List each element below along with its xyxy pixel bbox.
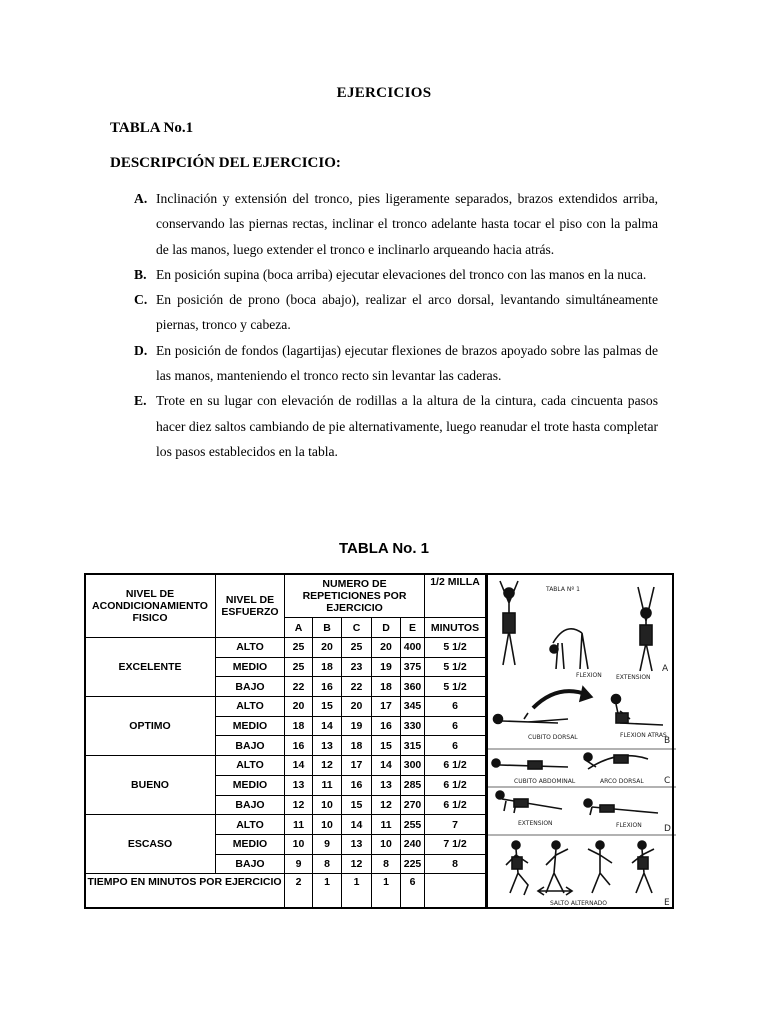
panel-c-letter: C: [664, 776, 671, 786]
repetition-cell-d: 10: [372, 834, 401, 854]
repetition-cell-e: 270: [401, 795, 425, 815]
header-nivel-acondicionamiento: NIVEL DE ACONDICIONAMIENTO FISICO: [85, 574, 216, 638]
repetition-cell-b: 20: [313, 638, 342, 658]
panel-b-caption-2: FLEXION ATRAS: [620, 732, 667, 739]
minutes-cell: 6: [425, 736, 486, 756]
repetition-cell-a: 13: [285, 775, 313, 795]
effort-level-cell: MEDIO: [216, 657, 285, 677]
repetition-cell-c: 14: [342, 815, 372, 835]
repetition-cell-a: 12: [285, 795, 313, 815]
header-col-d: D: [372, 618, 401, 638]
repetition-cell-e: 400: [401, 638, 425, 658]
effort-level-cell: BAJO: [216, 854, 285, 874]
panel-a-header: TABLA Nº 1: [546, 586, 580, 593]
header-media-milla: 1/2 MILLA: [425, 574, 486, 618]
repetition-cell-b: 11: [313, 775, 342, 795]
repetition-cell-e: 255: [401, 815, 425, 835]
footer-minutes-a: 2: [285, 874, 313, 908]
minutes-cell: 7: [425, 815, 486, 835]
minutes-cell: 5 1/2: [425, 638, 486, 658]
panel-c-caption-1: CUBITO ABDOMINAL: [514, 778, 576, 785]
repetition-cell-d: 17: [372, 697, 401, 717]
footer-minutes-b: 1: [313, 874, 342, 908]
panel-e-letter: E: [664, 898, 670, 908]
fitness-level-cell: BUENO: [85, 756, 216, 815]
header-col-a: A: [285, 618, 313, 638]
panel-d-caption-1: EXTENSION: [518, 820, 553, 827]
exercise-item-d: [110, 338, 658, 389]
footer-empty-cell: [425, 874, 486, 908]
panel-b-letter: B: [664, 736, 671, 746]
minutes-cell: 6: [425, 716, 486, 736]
effort-level-cell: ALTO: [216, 815, 285, 835]
repetition-cell-e: 285: [401, 775, 425, 795]
panel-d-letter: D: [664, 824, 671, 834]
repetition-cell-d: 15: [372, 736, 401, 756]
repetition-cell-e: 240: [401, 834, 425, 854]
repetition-cell-c: 17: [342, 756, 372, 776]
repetition-cell-e: 330: [401, 716, 425, 736]
repetition-cell-d: 18: [372, 677, 401, 697]
exercise-list: [110, 186, 658, 464]
repetition-cell-b: 10: [313, 795, 342, 815]
fitness-table-title: TABLA No. 1: [339, 540, 429, 557]
repetition-cell-c: 18: [342, 736, 372, 756]
repetition-cell-a: 25: [285, 657, 313, 677]
minutes-cell: 6 1/2: [425, 756, 486, 776]
repetition-cell-e: 315: [401, 736, 425, 756]
repetition-cell-b: 8: [313, 854, 342, 874]
repetition-cell-d: 16: [372, 716, 401, 736]
header-nivel-esfuerzo: NIVEL DE ESFUERZO: [216, 574, 285, 638]
repetition-cell-c: 23: [342, 657, 372, 677]
repetition-cell-c: 16: [342, 775, 372, 795]
fitness-level-cell: OPTIMO: [85, 697, 216, 756]
exercise-letter: A.: [134, 191, 148, 206]
header-repeticiones: NUMERO DE REPETICIONES POR EJERCICIO: [285, 574, 425, 618]
repetition-cell-b: 9: [313, 834, 342, 854]
header-minutos: MINUTOS: [425, 618, 486, 638]
panel-b-caption-1: CUBITO DORSAL: [528, 734, 578, 741]
exercise-item-c: [110, 287, 658, 338]
panel-d-figures: [496, 791, 658, 815]
repetition-cell-d: 13: [372, 775, 401, 795]
repetition-cell-d: 12: [372, 795, 401, 815]
exercise-item-e: [110, 388, 658, 464]
repetition-cell-a: 18: [285, 716, 313, 736]
fitness-level-cell: EXCELENTE: [85, 638, 216, 697]
panel-c-figures: [492, 753, 648, 769]
minutes-cell: 8: [425, 854, 486, 874]
table-footer-row: [85, 874, 486, 908]
effort-level-cell: BAJO: [216, 677, 285, 697]
exercise-letter: B.: [134, 266, 147, 282]
panel-b-figures: [494, 687, 664, 725]
repetition-cell-d: 14: [372, 756, 401, 776]
panel-d-caption-2: FLEXION: [616, 822, 642, 829]
repetition-cell-b: 18: [313, 657, 342, 677]
panel-e-caption: SALTO ALTERNADO: [550, 900, 608, 907]
exercise-letter: E.: [134, 393, 147, 409]
exercise-item-a: [110, 186, 658, 262]
repetition-cell-a: 10: [285, 834, 313, 854]
minutes-cell: 5 1/2: [425, 677, 486, 697]
panel-e-figures: [506, 841, 654, 895]
footer-label: TIEMPO EN MINUTOS POR EJERCICIO: [85, 874, 285, 908]
exercise-text: En posición de prono (boca abajo), realizar el arco dorsal, levantando simultáneamente piernas, tronco y cabeza.: [156, 292, 658, 333]
repetition-cell-c: 20: [342, 697, 372, 717]
exercise-letter: C.: [134, 292, 148, 308]
repetition-cell-a: 16: [285, 736, 313, 756]
exercise-text: Trote en su lugar con elevación de rodillas a la altura de la cintura, cada cincuenta pasos hacer diez saltos cambiando de pie alternativamente, luego reanudar el trote hasta completar los pasos establecidos en la tabla.: [156, 393, 658, 459]
effort-level-cell: MEDIO: [216, 716, 285, 736]
repetition-cell-c: 12: [342, 854, 372, 874]
minutes-cell: 6 1/2: [425, 775, 486, 795]
repetition-cell-e: 360: [401, 677, 425, 697]
exercise-item-b: [110, 262, 658, 287]
repetition-cell-a: 22: [285, 677, 313, 697]
repetition-cell-b: 15: [313, 697, 342, 717]
repetition-cell-d: 20: [372, 638, 401, 658]
header-col-b: B: [313, 618, 342, 638]
effort-level-cell: BAJO: [216, 736, 285, 756]
repetition-cell-d: 19: [372, 657, 401, 677]
effort-level-cell: ALTO: [216, 638, 285, 658]
minutes-cell: 6: [425, 697, 486, 717]
panel-a-letter: A: [662, 664, 669, 674]
repetition-cell-b: 14: [313, 716, 342, 736]
header-col-e: E: [401, 618, 425, 638]
repetition-cell-a: 20: [285, 697, 313, 717]
repetition-cell-b: 13: [313, 736, 342, 756]
footer-minutes-e: 6: [401, 874, 425, 908]
repetition-cell-b: 12: [313, 756, 342, 776]
fitness-table-container: [84, 573, 676, 911]
repetition-cell-b: 10: [313, 815, 342, 835]
table-row: [85, 815, 486, 835]
repetition-cell-c: 15: [342, 795, 372, 815]
description-heading: DESCRIPCIÓN DEL EJERCICIO:: [110, 155, 341, 171]
fitness-table: [84, 573, 486, 908]
effort-level-cell: MEDIO: [216, 775, 285, 795]
document-title: EJERCICIOS: [336, 85, 432, 101]
panel-a-caption-1: FLEXION: [576, 672, 602, 679]
exercise-illustrations: [486, 573, 676, 909]
footer-minutes-d: 1: [372, 874, 401, 908]
repetition-cell-a: 11: [285, 815, 313, 835]
exercise-text: Inclinación y extensión del tronco, pies ligeramente separados, brazos extendidos arriba, conservando las piernas rectas, inclinar el tronco adelante hasta tocar el piso con la palma de las manos, luego extender el tronco e inclinarlo arqueando hacia atrás.: [156, 191, 658, 257]
exercise-drawings: [488, 573, 676, 909]
panel-a-caption-2: EXTENSION: [616, 674, 651, 681]
panel-c-caption-2: ARCO DORSAL: [600, 778, 644, 785]
footer-minutes-c: 1: [342, 874, 372, 908]
effort-level-cell: ALTO: [216, 756, 285, 776]
header-col-c: C: [342, 618, 372, 638]
repetition-cell-e: 300: [401, 756, 425, 776]
repetition-cell-b: 16: [313, 677, 342, 697]
exercise-letter: D.: [134, 342, 148, 358]
table-row: [85, 638, 486, 658]
repetition-cell-a: 14: [285, 756, 313, 776]
table-row: [85, 756, 486, 776]
table-row: [85, 697, 486, 717]
repetition-cell-c: 22: [342, 677, 372, 697]
fitness-level-cell: ESCASO: [85, 815, 216, 874]
panel-a-figures: [500, 581, 654, 671]
minutes-cell: 6 1/2: [425, 795, 486, 815]
repetition-cell-e: 375: [401, 657, 425, 677]
minutes-cell: 5 1/2: [425, 657, 486, 677]
table-number-heading: TABLA No.1: [110, 120, 194, 136]
repetition-cell-c: 19: [342, 716, 372, 736]
repetition-cell-c: 25: [342, 638, 372, 658]
minutes-cell: 7 1/2: [425, 834, 486, 854]
repetition-cell-d: 8: [372, 854, 401, 874]
repetition-cell-d: 11: [372, 815, 401, 835]
exercise-text: En posición supina (boca arriba) ejecutar elevaciones del tronco con las manos en la nuca.: [156, 266, 647, 282]
repetition-cell-a: 9: [285, 854, 313, 874]
effort-level-cell: BAJO: [216, 795, 285, 815]
repetition-cell-e: 225: [401, 854, 425, 874]
repetition-cell-a: 25: [285, 638, 313, 658]
exercise-text: En posición de fondos (lagartijas) ejecutar flexiones de brazos apoyado sobre las palmas de las manos, manteniendo el tronco recto sin levantar las caderas.: [156, 342, 658, 384]
table-header-row: [85, 574, 486, 618]
repetition-cell-e: 345: [401, 697, 425, 717]
effort-level-cell: ALTO: [216, 697, 285, 717]
repetition-cell-c: 13: [342, 834, 372, 854]
effort-level-cell: MEDIO: [216, 834, 285, 854]
